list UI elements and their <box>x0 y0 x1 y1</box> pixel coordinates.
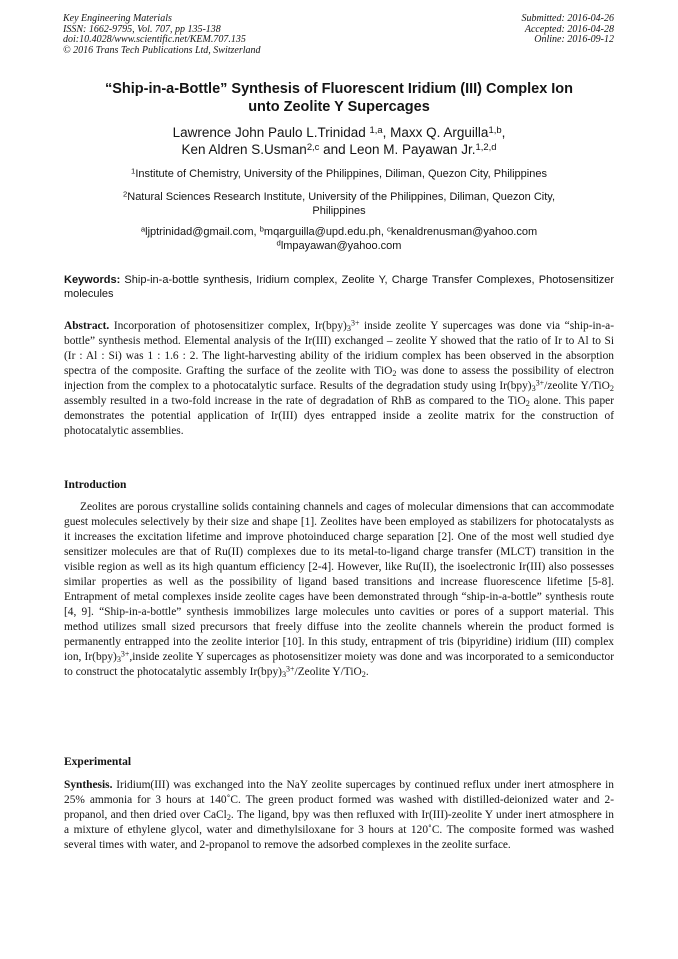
affil-mark: 2 <box>122 189 128 199</box>
subscript: 2 <box>525 399 530 409</box>
superscript: 3+ <box>286 664 295 674</box>
synthesis-label: Synthesis. <box>64 779 113 791</box>
submitted-date: Submitted: 2016-04-26 <box>521 13 614 24</box>
author-name: Lawrence John Paulo L.Trinidad <box>172 125 370 140</box>
affil-text: Natural Sciences Research Institute, University of the Philippines, Diliman, Quezon City, <box>127 191 556 203</box>
journal-header <box>63 14 261 56</box>
subscript: 3 <box>531 384 536 394</box>
subscript: 3 <box>281 670 287 680</box>
intro-text: . <box>365 666 369 678</box>
email-link[interactable]: lmpayawan@yahoo.com <box>280 240 402 252</box>
introduction-heading: Introduction <box>64 479 127 491</box>
journal-doi: doi:10.4028/www.scientific.net/KEM.707.135 <box>63 34 246 46</box>
subscript: 3 <box>116 655 121 665</box>
experimental-body <box>64 778 614 853</box>
abstract-text: was done to assess the possibility of electron injection from the complex to a photocatalytic surface. Results of the degradation study using Ir(bpy) <box>64 365 614 392</box>
author-line-2 <box>60 141 618 158</box>
title-line-1: “Ship-in-a-Bottle” Synthesis of Fluorescent Iridium (III) Complex Ion <box>104 81 574 97</box>
affiliation-2 <box>60 190 618 218</box>
abstract-text: alone. This paper demonstrates the potential application of Ir(III) dyes entrapped inside a zeolite matrix for the construction of photocatalytic assemblies. <box>64 395 614 437</box>
author-name: and Leon M. Payawan Jr. <box>319 142 476 157</box>
author-name: , Maxx Q. Arguilla <box>382 125 489 140</box>
abstract-text: /zeolite Y/TiO <box>544 380 610 392</box>
author-affil-mark: 1,b <box>488 124 502 136</box>
abstract-text: inside zeolite Y supercages was done via “ship-in-a-bottle” synthesis method. Elemental analysis of the Ir(III) exchanged – zeolite Y showed that the ratio of Ir to Al to Si (Ir : Al : Si) was 1 : 1.6 : 2. The light-harvesting ability of the iridium complex has been observed in the absorption spectra of the composite. Grafting the surface of the zeolite with TiO <box>64 320 614 377</box>
intro-text: /Zeolite Y/TiO <box>294 666 362 678</box>
author-name: Ken Aldren S.Usman <box>181 142 307 157</box>
subscript: 2 <box>226 813 231 823</box>
author-affil-mark: 1,a <box>369 124 383 136</box>
experimental-heading: Experimental <box>64 756 132 768</box>
author-list <box>60 124 618 158</box>
dates-header <box>522 14 615 46</box>
author-emails <box>60 225 618 253</box>
email-mark: a <box>140 224 146 234</box>
affiliation-1 <box>60 167 618 181</box>
subscript: 2 <box>392 369 397 379</box>
keywords-label: Keywords: <box>64 274 121 286</box>
introduction-body <box>64 500 614 680</box>
keywords <box>64 273 614 301</box>
email-mark: c <box>387 224 391 234</box>
email-link[interactable]: kenaldrenusman@yahoo.com <box>390 226 538 238</box>
author-affil-mark: 1,2,d <box>475 141 497 153</box>
affil-text-cont: Philippines <box>312 205 366 217</box>
subscript: 3 <box>346 324 351 334</box>
paper-title <box>60 80 618 116</box>
author-line-1: Lawrence John Paulo L.Trinidad $^{1,a}$, Maxx Q. Arguilla$^{1,b}$, <box>172 124 506 140</box>
superscript: 3+ <box>535 378 545 388</box>
abstract-label: Abstract. <box>64 320 110 332</box>
subscript: 2 <box>361 670 366 680</box>
keywords-text: Ship-in-a-bottle synthesis, Iridium complex, Zeolite Y, Charge Transfer Complexes, Photosensitizer molecules <box>64 274 614 300</box>
email-mark: b <box>259 224 264 234</box>
superscript: 3+ <box>350 318 360 328</box>
journal-name: Key Engineering Materials <box>63 13 172 24</box>
affil-mark: 1 <box>131 166 136 176</box>
accepted-date: Accepted: 2016-04-28 <box>524 23 614 35</box>
title-line-2: unto Zeolite Y Supercages <box>248 99 430 115</box>
affil-text: Institute of Chemistry, University of the Philippines, Diliman, Quezon City, Philippines <box>135 168 547 180</box>
experimental-text: Iridium(III) was exchanged into the NaY zeolite supercages by continued reflux under inert atmosphere in 25% ammonia for 3 hours at 140˚C. The green product formed was washed with distilled-deionized water and 2-propanol, and then dried over CaCl <box>64 779 614 821</box>
online-date: Online: 2016-09-12 <box>534 34 614 46</box>
abstract-text: Incorporation of photosensitizer complex, Ir(bpy) <box>109 320 347 332</box>
journal-copyright: © 2016 Trans Tech Publications Ltd, Switzerland <box>63 44 261 56</box>
abstract-text: assembly resulted in a two-fold increase in the rate of degradation of RhB as compared to the TiO <box>64 395 526 407</box>
journal-issn: ISSN: 1662-9795, Vol. 707, pp 135-138 <box>63 23 221 35</box>
superscript: 3+ <box>120 649 130 659</box>
intro-text: Zeolites are porous crystalline solids containing channels and cages of molecular dimensions that can accommodate guest molecules selectively by their size and shape [1]. Zeolites have been employed as stabilizers for photocatalysts as it increases the excitation lifetime and improve photoinduced charge separation [2]. One of the most well studied dye sensitizer molecules are that of Ru(II) complexes due to its metal-to-ligand charge transfer (MLCT) transition in the visible region as well as its high quantum efficiency [2-4]. However, like Ru(II), the isoelectronic Ir(III) also possesses similar properties as well as the possibility of ligand based transitions and increase fluorescence lifetime [5-8]. Entrapment of metal complexes inside zeolite cages have been demonstrated through “ship-in-a-bottle” synthesis route [4, 9]. “Ship-in-a-bottle” synthesis immobilizes large molecules unto cavities or pores of a support material. This method utilizes small sized precursors that freely diffuse into the zeolite channels wherein the product formed is permanently entrapped into the zeolite interior [10]. In this study, entrapment of tris (bipyridine) iridium (III) complex ion, Ir(bpy) <box>64 501 614 663</box>
email-link[interactable]: mqarguilla@upd.edu.ph, <box>263 226 387 238</box>
intro-text: ,inside zeolite Y supercages as photosensitizer moiety was done and was incorporated to a semiconductor to construct the photocatalytic assembly Ir(bpy) <box>64 651 615 678</box>
abstract <box>64 319 614 439</box>
email-mark: d <box>276 238 281 248</box>
email-link[interactable]: ljptrinidad@gmail.com, <box>145 226 260 238</box>
subscript: 2 <box>609 384 614 394</box>
author-affil-mark: 2,c <box>306 141 320 153</box>
experimental-text: . The ligand, bpy was then refluxed with Ir(III)-zeolite Y under inert atmosphere in a mixture of ethylene glycol, water and dimethylsiloxane for 3 hours at 120˚C. The composite formed was washed several times with water, and 2-propanol to remove the adsorbed complexes in the zeolite surface. <box>64 809 614 851</box>
